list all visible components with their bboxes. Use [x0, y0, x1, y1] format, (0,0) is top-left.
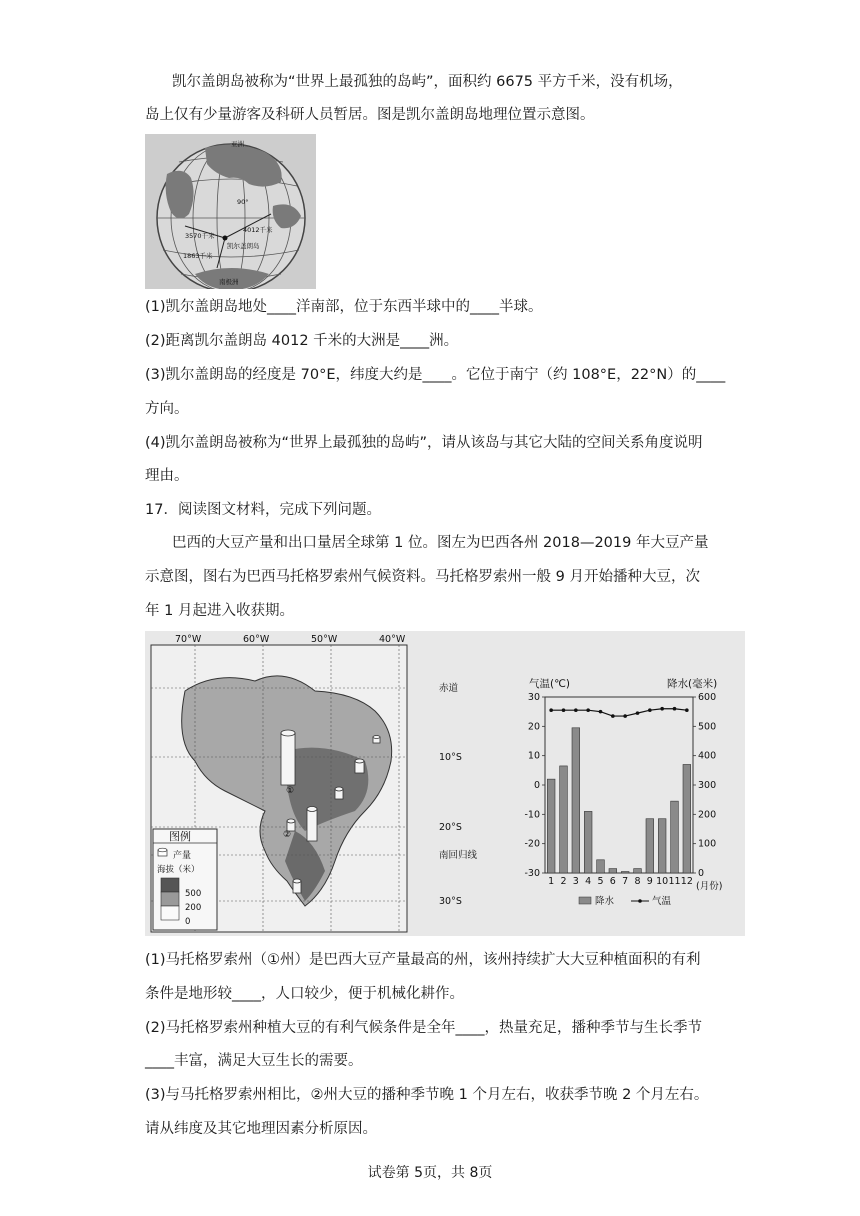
- globe-label-antarctica: 南极洲: [219, 278, 239, 286]
- lon-label-50w: 50°W: [311, 634, 338, 645]
- globe-label-asia: 亚洲: [231, 140, 244, 148]
- month-tick-label: 1: [548, 876, 555, 887]
- temperature-point: [660, 707, 664, 711]
- legend-elevation: 海拔（米）: [157, 865, 200, 875]
- globe-label-island: 凯尔盖朗岛: [227, 242, 260, 250]
- left-tick-label: 10: [527, 750, 540, 762]
- temperature-point: [673, 707, 677, 711]
- temperature-point: [636, 711, 640, 715]
- precipitation-bar: [621, 872, 629, 873]
- intro-line-1: 凯尔盖朗岛被称为“世界上最孤独的岛屿”，面积约 6675 平方千米，没有机场，: [172, 74, 683, 90]
- lon-label-60w: 60°W: [243, 634, 270, 645]
- legend-bar-swatch: [579, 897, 591, 904]
- month-tick-label: 4: [585, 876, 592, 887]
- right-tick-label: 400: [698, 750, 717, 762]
- temperature-point: [562, 708, 566, 712]
- precipitation-bar: [560, 766, 568, 873]
- legend-production: 产量: [173, 851, 192, 861]
- q17-heading: 17．阅读图文材料，完成下列问题。: [145, 502, 381, 518]
- q16-4b: 理由。: [145, 468, 189, 484]
- right-tick-label: 0: [698, 868, 705, 879]
- right-axis-label: 降水(毫米): [667, 678, 718, 690]
- precipitation-bar: [584, 811, 592, 873]
- temperature-point: [623, 714, 627, 718]
- legend-production-icon: [158, 848, 167, 856]
- globe-label-1863: 1863千米: [183, 252, 213, 260]
- q16-2: (2)距离凯尔盖朗岛 4012 千米的大洲是____洲。: [145, 333, 459, 349]
- brazil-map-and-climate-figure: [145, 631, 745, 936]
- month-tick-label: 9: [646, 876, 653, 887]
- temperature-point: [611, 714, 615, 718]
- temperature-point: [648, 708, 652, 712]
- legend-0: 0: [185, 917, 191, 927]
- state-marker-2: ②: [283, 830, 292, 840]
- left-tick-label: 30: [527, 692, 540, 703]
- month-tick-label: 12: [680, 876, 693, 887]
- lat-label-30s: 30°S: [439, 896, 462, 907]
- month-tick-label: 2: [560, 876, 567, 887]
- precipitation-bar: [671, 801, 679, 873]
- left-tick-label: -30: [524, 868, 540, 879]
- q17-2a: (2)马托格罗索州种植大豆的有利气候条件是全年____，热量充足，播种季节与生长季节: [145, 1020, 703, 1036]
- legend-bar-label: 降水: [595, 896, 615, 907]
- q16-3a: (3)凯尔盖朗岛的经度是 70°E，纬度大约是____。它位于南宁（约 108°E，22°N）的____: [145, 367, 726, 383]
- right-tick-label: 500: [698, 721, 717, 733]
- lat-label-tropic: 南回归线: [439, 850, 478, 861]
- month-tick-label: 11: [668, 876, 681, 887]
- lon-label-40w: 40°W: [379, 634, 406, 645]
- page-footer: 试卷第 5页，共 8页: [367, 1165, 493, 1181]
- precipitation-bar: [572, 728, 580, 873]
- month-tick-label: 8: [634, 876, 641, 887]
- q17-1a: (1)马托格罗索州（①州）是巴西大豆产量最高的州，该州持续扩大大豆种植面积的有利: [145, 952, 701, 968]
- q17-para-2: 示意图，图右为巴西马托格罗索州气候资料。马托格罗索州一般 9 月开始播种大豆，次: [145, 569, 700, 585]
- precipitation-bar: [547, 779, 555, 873]
- q17-1b: 条件是地形较____，人口较少，便于机械化耕作。: [145, 986, 464, 1002]
- left-tick-label: 0: [533, 780, 540, 791]
- precipitation-bar: [658, 819, 666, 873]
- globe-label-4012: 4012千米: [243, 226, 273, 234]
- legend-line-label: 气温: [652, 896, 672, 907]
- intro-line-2: 岛上仅有少量游客及科研人员暂居。图是凯尔盖朗岛地理位置示意图。: [145, 107, 595, 123]
- right-tick-label: 600: [698, 692, 717, 703]
- q16-3b: 方向。: [145, 401, 189, 417]
- month-tick-label: 10: [656, 876, 669, 887]
- lat-label-10s: 10°S: [439, 752, 462, 763]
- state-marker-1: ①: [286, 786, 295, 796]
- precipitation-bar: [597, 860, 605, 873]
- legend-title: 图例: [169, 830, 191, 843]
- precipitation-bar: [646, 819, 654, 873]
- precipitation-bar: [634, 869, 642, 873]
- lon-label-70w: 70°W: [175, 634, 202, 645]
- temperature-point: [574, 708, 578, 712]
- temperature-point: [549, 708, 553, 712]
- globe-label-90: 90°: [237, 198, 249, 206]
- legend-200: 200: [185, 903, 202, 913]
- q17-para-1: 巴西的大豆产量和出口量居全球第 1 位。图左为巴西各州 2018—2019 年大豆产量: [172, 535, 709, 551]
- month-tick-label: 7: [622, 876, 629, 887]
- temperature-point: [599, 710, 603, 714]
- q17-3a: (3)与马托格罗索州相比，②州大豆的播种季节晚 1 个月左右，收获季节晚 2 个月左右。: [145, 1087, 709, 1103]
- left-tick-label: -20: [524, 838, 540, 850]
- left-tick-label: 20: [527, 721, 540, 733]
- q17-para-3: 年 1 月起进入收获期。: [145, 603, 294, 619]
- temperature-point: [586, 708, 590, 712]
- temperature-point: [685, 708, 689, 712]
- q16-4a: (4)凯尔盖朗岛被称为“世界上最孤独的岛屿”，请从该岛与其它大陆的空间关系角度说明: [145, 435, 703, 451]
- globe-figure: [145, 134, 316, 289]
- globe-label-3570: 3570千米: [185, 232, 215, 240]
- month-tick-label: 5: [597, 876, 604, 887]
- precipitation-bar: [683, 764, 691, 873]
- q17-2b: ____丰富，满足大豆生长的需要。: [145, 1053, 363, 1069]
- right-tick-label: 200: [698, 809, 717, 821]
- x-unit-label: (月份): [696, 881, 723, 892]
- left-tick-label: -10: [524, 809, 540, 821]
- lat-label-equator: 赤道: [439, 683, 459, 694]
- lat-label-20s: 20°S: [439, 822, 462, 833]
- month-tick-label: 6: [609, 876, 616, 887]
- right-tick-label: 300: [698, 780, 717, 791]
- q17-3b: 请从纬度及其它地理因素分析原因。: [145, 1121, 377, 1137]
- legend-500: 500: [185, 889, 202, 899]
- q16-1: (1)凯尔盖朗岛地处____洋南部，位于东西半球中的____半球。: [145, 299, 543, 315]
- left-axis-label: 气温(℃): [529, 678, 570, 690]
- precipitation-bar: [609, 869, 617, 873]
- month-tick-label: 3: [572, 876, 579, 887]
- right-tick-label: 100: [698, 838, 717, 850]
